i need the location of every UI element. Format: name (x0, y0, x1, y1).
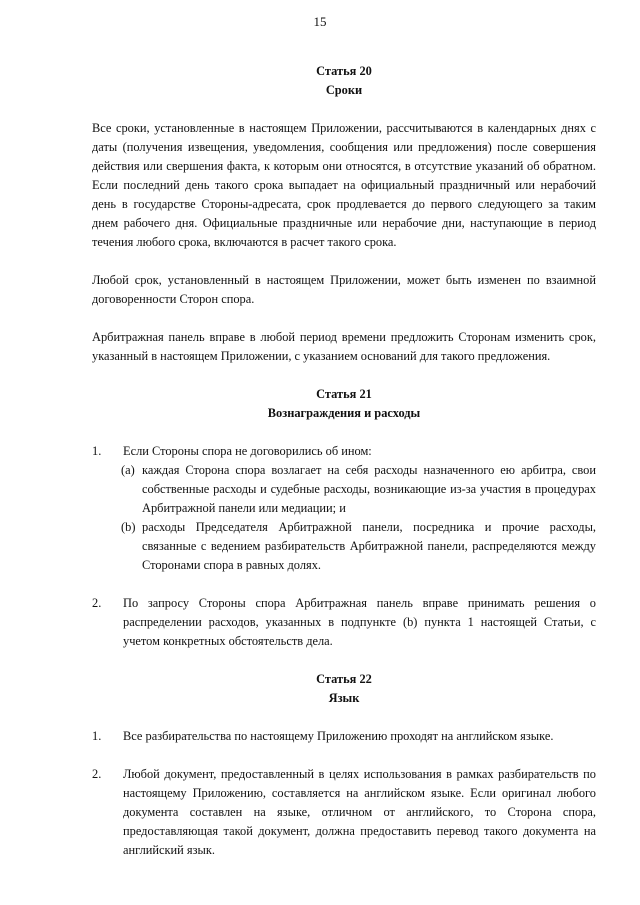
article-number: Статья 21 (316, 387, 372, 401)
item-text: Если Стороны спора не договорились об ином: (123, 444, 372, 458)
paragraph: Все сроки, установленные в настоящем Приложении, рассчитываются в календарных днях с даты (получения извещения, уведомления, сообщения или предложения) после совершения действия или свершения факта, к которым они относятся, в отсутствие указаний об обратном. Если последний день такого срока выпадает на официальный праздничный или нерабочий день в государстве Стороны-адресата, срок продлевается до первого следующего за таким днем рабочего дня. Официальные праздничные или нерабочие дни, наступающие в период течения любого срока, включаются в расчет такого срока. (92, 121, 596, 249)
article-22 (92, 670, 596, 860)
article-22-heading (92, 670, 596, 708)
sub-item (121, 518, 596, 575)
sub-item-letter: (b) (121, 520, 136, 534)
sub-list (121, 461, 596, 575)
article-title: Сроки (325, 83, 363, 97)
article-20-heading (92, 62, 596, 100)
article-number: Статья 22 (316, 672, 372, 686)
item-number: 2. (92, 767, 102, 781)
page-number: 15 (313, 14, 327, 29)
list-item (92, 765, 596, 860)
article-21-heading (92, 385, 596, 423)
list-item (92, 442, 596, 575)
sub-item-text: каждая Сторона спора возлагает на себя расходы назначенного ею арбитра, свои собственные расходы и судебные расходы, возникающие из-за участия в процедурах Арбитражной панели или медиации; и (142, 463, 596, 515)
item-text: Любой документ, предоставленный в целях использования в рамках разбирательств по настоящему Приложению, составляется на английском языке. Если оригинал любого документа составлен на языке, отличном от английского, то Сторона спора, предоставляющая такой документ, должна предоставить перевод такого документа на английский язык. (123, 767, 596, 857)
sub-item (121, 461, 596, 518)
item-body (123, 442, 596, 575)
paragraph: Любой срок, установленный в настоящем Приложении, может быть изменен по взаимной договоренности Сторон спора. (92, 273, 596, 306)
item-number: 1. (92, 729, 102, 743)
item-text: Все разбирательства по настоящему Приложению проходят на английском языке. (123, 729, 554, 743)
sub-item-letter: (a) (121, 463, 135, 477)
article-21 (92, 385, 596, 651)
item-number: 1. (92, 444, 102, 458)
article-number: Статья 20 (316, 64, 372, 78)
sub-item-text: расходы Председателя Арбитражной панели, посредника и прочие расходы, связанные с ведением разбирательств Арбитражной панели, распределяются между Сторонами спора в равных долях. (142, 520, 596, 572)
paragraph: Арбитражная панель вправе в любой период времени предложить Сторонам изменить срок, указанный в настоящем Приложении, с указанием оснований для такого предложения. (92, 330, 596, 363)
list-item (92, 727, 596, 746)
item-number: 2. (92, 596, 102, 610)
document-body (92, 62, 596, 879)
article-20 (92, 62, 596, 366)
article-title: Вознаграждения и расходы (267, 406, 421, 420)
list-item (92, 594, 596, 651)
item-text: По запросу Стороны спора Арбитражная панель вправе принимать решения о распределении расходов, указанных в подпункте (b) пункта 1 настоящей Статьи, с учетом конкретных обстоятельств дела. (123, 596, 596, 648)
article-title: Язык (328, 691, 360, 705)
